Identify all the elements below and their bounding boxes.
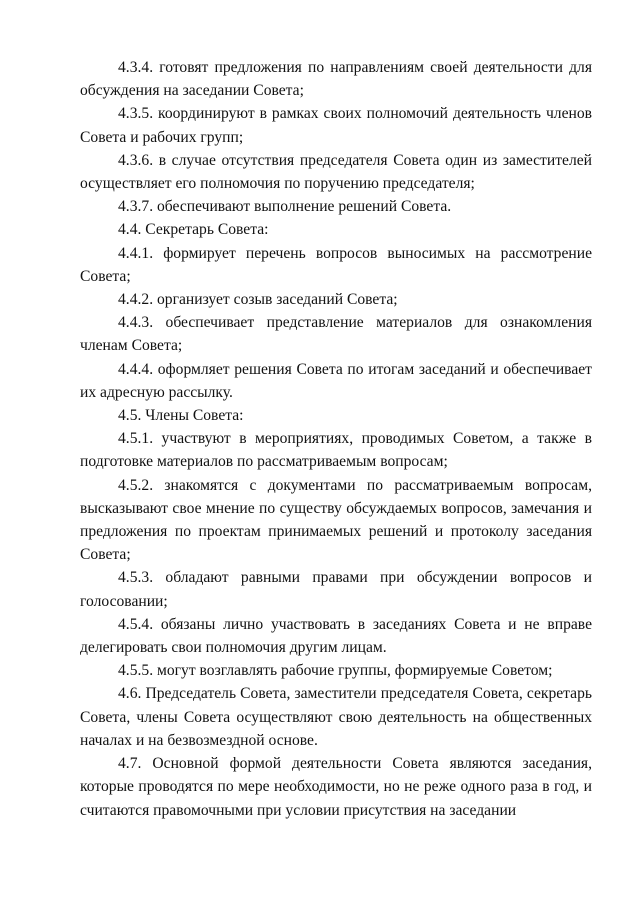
paragraph-4-5-1: 4.5.1. участвуют в мероприятиях, проводимых Советом, а также в подготовке материалов по рассматриваемым вопросам;	[80, 430, 592, 471]
paragraph-4-6: 4.6. Председатель Совета, заместители председателя Совета, секретарь Совета, члены Совета осуществляют свою деятельность на общественных началах и на безвозмездной основе.	[80, 685, 592, 749]
paragraph-4-5-5: 4.5.5. могут возглавлять рабочие группы, формируемые Советом;	[118, 662, 553, 680]
paragraph-4-4-3: 4.4.3. обеспечивает представление материалов для ознакомления членам Совета;	[80, 314, 592, 355]
paragraph-4-3-5: 4.3.5. координируют в рамках своих полномочий деятельность членов Совета и рабочих групп;	[80, 105, 592, 146]
paragraph-4-3-7: 4.3.7. обеспечивают выполнение решений Совета.	[118, 198, 452, 216]
paragraph-4-4-1: 4.4.1. формирует перечень вопросов выносимых на рассмотрение Совета;	[80, 244, 592, 285]
paragraph-4-5-4: 4.5.4. обязаны лично участвовать в заседаниях Совета и не вправе делегировать свои полномочия другим лицам.	[80, 615, 592, 657]
paragraph-4-5: 4.5. Члены Совета:	[118, 407, 244, 425]
paragraph-4-4: 4.4. Секретарь Совета:	[118, 221, 269, 239]
paragraph-4-4-4: 4.4.4. оформляет решения Совета по итогам заседаний и обеспечивает их адресную рассылку.	[80, 360, 592, 401]
paragraph-4-3-4: 4.3.4. готовят предложения по направлениям своей деятельности для обсуждения на заседании Совета;	[80, 59, 592, 100]
paragraph-4-4-2: 4.4.2. организует созыв заседаний Совета;	[118, 291, 398, 309]
paragraph-4-3-6: 4.3.6. в случае отсутствия председателя Совета один из заместителей осуществляет его полномочия по поручению председателя;	[80, 151, 592, 193]
paragraph-4-7: 4.7. Основной формой деятельности Совета являются заседания, которые проводятся по мере необходимости, но не реже одного раза в год, и считаются правомочными при условии присутствия на заседании	[80, 755, 592, 819]
paragraph-4-5-2: 4.5.2. знакомятся с документами по рассматриваемым вопросам, высказывают свое мнение по существу обсуждаемых вопросов, замечания и предложения по проектам принимаемых решений и протоколу заседания Совета;	[80, 476, 592, 564]
document-body	[80, 56, 592, 822]
paragraph-4-5-3: 4.5.3. обладают равными правами при обсуждении вопросов и голосовании;	[80, 569, 592, 610]
